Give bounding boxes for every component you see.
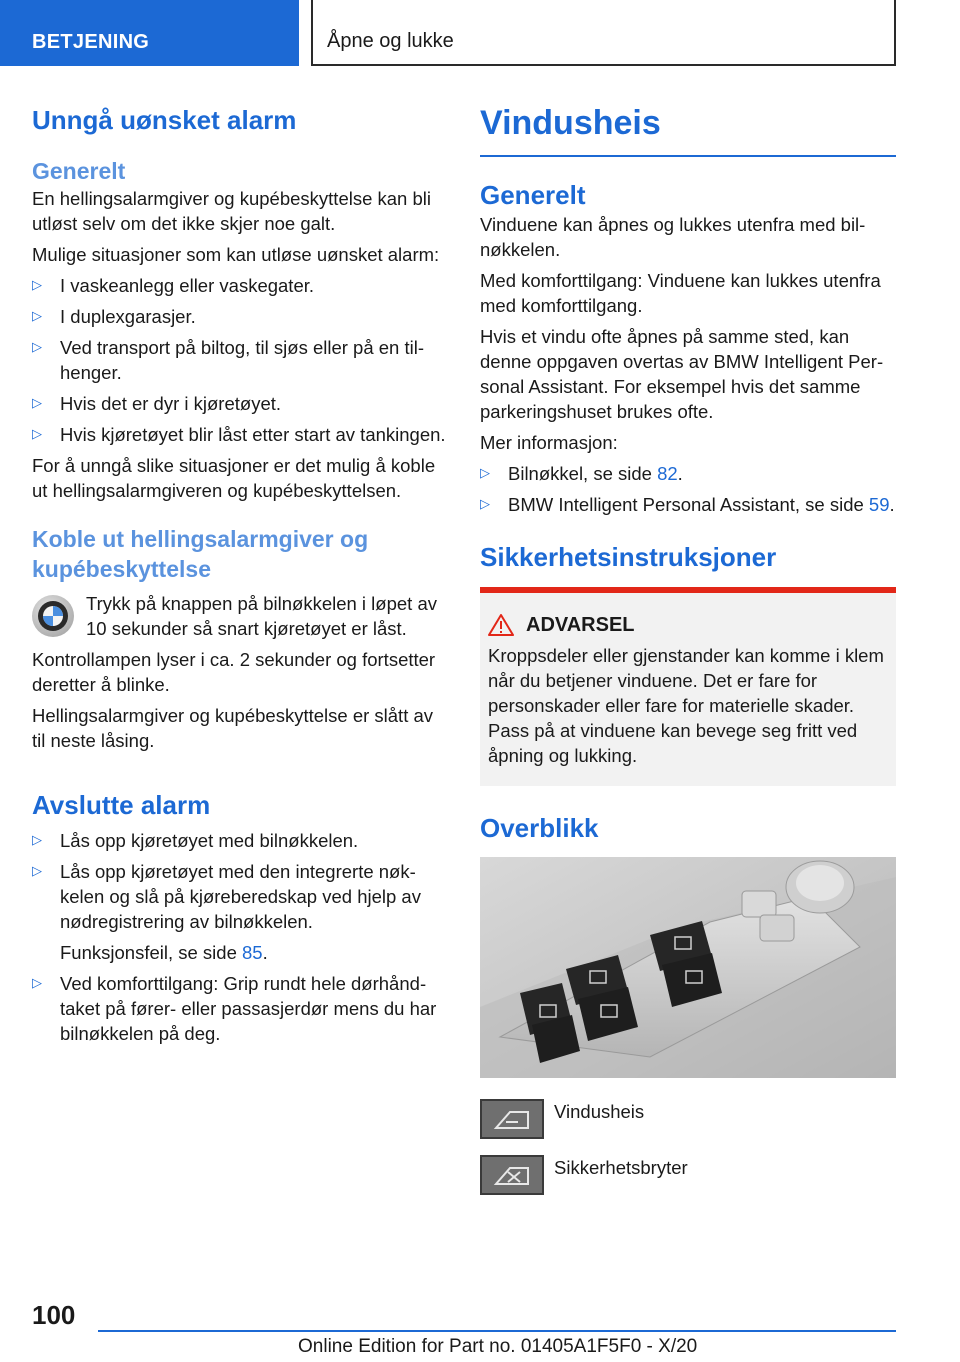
warning-text: Kroppsdeler eller gjenstander kan komme i klem når du betjener vinduene. Det er fare for personskader eller fare for materielle skader. Pass på at vinduene kan bevege seg fritt ved åpning og lukking.	[488, 645, 884, 766]
section-title: BETJENING	[32, 31, 150, 53]
footer-divider	[98, 1330, 896, 1332]
safety-switch-icon	[480, 1155, 544, 1195]
list-item: ▷ Ved transport på biltog, til sjøs eller på en tilhenger.	[32, 335, 448, 385]
heading-vindusheis: Vindusheis	[480, 104, 896, 157]
window-switch-photo	[480, 857, 896, 1078]
bmw-key-button-icon	[32, 595, 74, 637]
paragraph: Vinduene kan åpnes og lukkes utenfra med bilnøkkelen.	[480, 213, 866, 260]
paragraph: Hellingsalarmgiver og kupébeskyttelse er slått av til neste låsing.	[32, 705, 434, 752]
right-column	[480, 96, 896, 1195]
list-item: ▷ Ved komforttilgang: Grip rundt hele dørhåndtaket på fører- eller passasjerdør mens du har bilnøkkelen på deg.	[32, 971, 448, 1046]
situations-list	[32, 273, 448, 447]
page-link-85[interactable]: 85	[242, 941, 263, 963]
legend-label: Vindusheis	[554, 1100, 645, 1122]
paragraph: Mulige situasjoner som kan utløse uønsket alarm:	[32, 244, 440, 266]
heading-generelt-left: Generelt	[32, 157, 126, 184]
page-number: 100	[32, 1300, 76, 1330]
paragraph: Mer informasjon:	[480, 431, 618, 453]
heading-sikkerhet: Sikkerhetsinstruksjoner	[480, 541, 777, 572]
heading-overblikk: Overblikk	[480, 813, 599, 843]
heading-generelt-right: Generelt	[480, 180, 586, 210]
legend-item-safety-switch	[480, 1155, 896, 1195]
list-item: ▷ BMW Intelligent Personal Assistant, se side 59.	[480, 492, 896, 517]
edition-note: Online Edition for Part no. 01405A1F5F0 - X/20	[298, 1336, 698, 1357]
list-item: ▷ Bilnøkkel, se side 82.	[480, 461, 896, 486]
warning-triangle-icon	[488, 613, 514, 637]
paragraph: Kontrollampen lyser i ca. 2 sekunder og fortsetter deretter å blinke.	[32, 649, 436, 696]
heading-avslutte-alarm: Avslutte alarm	[32, 790, 211, 821]
heading-unnga-alarm: Unngå uønsket alarm	[32, 105, 297, 135]
list-item: ▷ I duplexgarasjer.	[32, 304, 448, 329]
avslutte-list	[32, 828, 448, 1046]
legend-label: Sikkerhetsbryter	[554, 1156, 688, 1178]
page-link-82[interactable]: 82	[657, 462, 678, 484]
paragraph: For å unngå slike situasjoner er det mulig å koble ut hellingsalarmgiveren og kupébeskyttelsen.	[32, 455, 436, 502]
chapter-title: Åpne og lukke	[327, 30, 454, 52]
paragraph: Med komforttilgang: Vinduene kan lukkes utenfra med komforttilgang.	[480, 269, 881, 316]
legend-item-window-switch	[480, 1099, 896, 1139]
list-item: ▷ Lås opp kjøretøyet med bilnøkkelen.	[32, 828, 448, 853]
page-link-59[interactable]: 59	[868, 493, 890, 515]
heading-koble-ut: Koble ut hellingsalarmgiver og kupébeskyttelse	[32, 526, 369, 583]
list-item: ▷ Lås opp kjøretøyet med den integrerte nøkkelen og slå på kjøreberedskap ved hjelp av nødregistrering av bilnøkkelen. Funksjonsfeil, se side 85.	[32, 859, 448, 965]
warning-title: ADVARSEL	[488, 613, 888, 637]
warning-box	[480, 587, 896, 786]
cross-reference: Funksjonsfeil, se side 85.	[60, 941, 268, 963]
list-item: ▷ I vaskeanlegg eller vaskegater.	[32, 273, 448, 298]
list-item: ▷ Hvis det er dyr i kjøretøyet.	[32, 391, 448, 416]
window-switch-icon	[480, 1099, 544, 1139]
chapter-tab	[311, 0, 896, 66]
section-tab	[0, 0, 299, 66]
list-item: ▷ Hvis kjøretøyet blir låst etter start av tankingen.	[32, 422, 448, 447]
paragraph: Hvis et vindu ofte åpnes på samme sted, kan denne oppgaven overtas av BMW Intelligent Personal Assistant. For eksempel hvis det samme parkeringshuset brukes ofte.	[480, 325, 884, 422]
info-list	[480, 461, 896, 517]
key-instruction	[32, 591, 448, 641]
paragraph: En hellingsalarmgiver og kupébeskyttelse kan bli utløst selv om det ikke skjer noe galt.	[32, 188, 431, 235]
left-column	[32, 96, 448, 1046]
key-instruction-text: Trykk på knappen på bilnøkkelen i løpet av 10 sekunder så snart kjøretøyet er låst.	[86, 593, 437, 640]
